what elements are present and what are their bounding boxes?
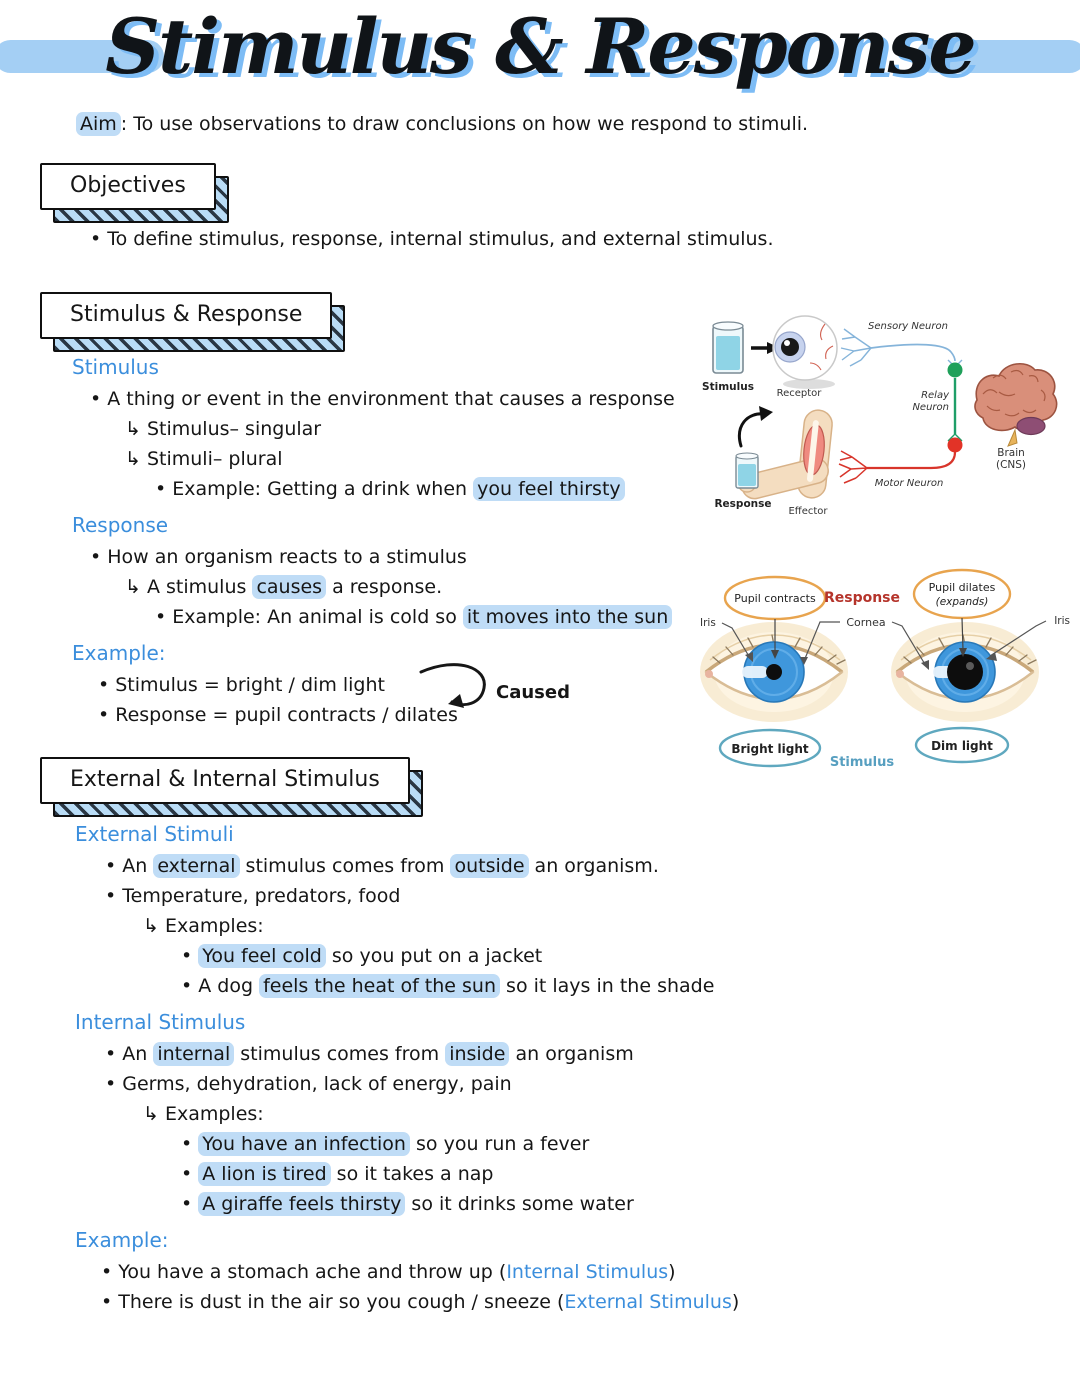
neuron-pathway-diagram <box>693 298 1080 543</box>
right-pupil-large <box>947 654 983 690</box>
internal-examples-label: ↳ Examples: <box>143 1103 264 1125</box>
stimulus-definition: • A thing or event in the environment that causes a response <box>90 388 675 410</box>
cornea-label: Cornea <box>846 616 886 629</box>
pupil-contracts-label: Pupil contracts <box>734 592 816 605</box>
iris-label-right: Iris <box>1054 615 1070 627</box>
objectives-header-box <box>40 163 216 210</box>
objectives-header-label: Objectives <box>40 163 216 210</box>
internal-definition: • An internal stimulus comes from inside an organism <box>105 1043 634 1065</box>
relay-neuron-label-2: Neuron <box>912 402 949 413</box>
caused-label: Caused <box>496 682 570 703</box>
caused-arrow-annotation <box>408 660 578 722</box>
left-pupil-small <box>766 664 782 680</box>
external-examples-label: ↳ Examples: <box>143 915 264 937</box>
relay-synapse-dot <box>948 363 963 378</box>
example-stimulus: • Stimulus = bright / dim light <box>98 674 385 696</box>
pupil-dilates-oval <box>914 570 1010 618</box>
bright-light-label: Bright light <box>731 742 809 756</box>
external-example-1: • You feel cold so you put on a jacket <box>181 945 543 967</box>
response-definition: • How an organism reacts to a stimulus <box>90 546 467 568</box>
internal-example-3: • A giraffe feels thirsty so it drinks some water <box>181 1193 634 1215</box>
receptor-eye-icon <box>773 316 837 389</box>
external-sources: • Temperature, predators, food <box>105 885 401 907</box>
pupil-response-diagram <box>690 560 1080 795</box>
page-title: Stimulus & Response <box>105 2 975 91</box>
pupil-dilates-label-1: Pupil dilates <box>928 581 996 594</box>
stimulus-heading: Stimulus <box>72 355 159 379</box>
stimulus-glass-icon <box>713 322 743 373</box>
stimulus-response-header-label: Stimulus & Response <box>40 292 332 339</box>
brain-label-2: (CNS) <box>995 459 1027 471</box>
stimulus-singular: ↳ Stimulus– singular <box>125 418 322 440</box>
external-internal-header-box <box>40 757 410 804</box>
response-heading: Response <box>72 513 169 537</box>
stimulus-response-content <box>72 356 712 734</box>
motor-dendrites <box>839 451 867 483</box>
external-definition: • An external stimulus comes from outside an organism. <box>105 855 659 877</box>
stimulus-example: • Example: Getting a drink when you feel thirsty <box>155 478 712 501</box>
example-heading: Example: <box>72 641 166 665</box>
example-response: • Response = pupil contracts / dilates <box>98 704 458 726</box>
effector-arm-icon <box>736 409 834 501</box>
external-stimuli-heading: External Stimuli <box>75 822 234 846</box>
external-example-2: • A dog feels the heat of the sun so it lays in the shade <box>181 975 715 997</box>
response-example: • Example: An animal is cold so it moves into the sun <box>155 606 712 629</box>
sensory-dendrites <box>841 329 871 366</box>
sensory-axon <box>871 345 955 361</box>
external-internal-header-label: External & Internal Stimulus <box>40 757 410 804</box>
relay-neuron-label-1: Relay <box>921 390 949 401</box>
right-pupil-glint <box>966 662 974 670</box>
motor-neuron-label: Motor Neuron <box>874 478 944 489</box>
eye-response-label: Response <box>823 590 901 606</box>
objectives-content <box>90 228 774 258</box>
bottom-example-1: • You have a stomach ache and throw up (Internal Stimulus) <box>101 1261 676 1283</box>
bottom-example-heading: Example: <box>75 1228 169 1252</box>
aim-line: Aim : To use observations to draw conclusions on how we respond to stimuli. <box>76 113 808 135</box>
motor-synapse-dot <box>948 438 963 453</box>
neuron-receptor-label: Receptor <box>776 388 822 399</box>
pupil-dilates-label-2: (expands) <box>935 596 989 608</box>
brain-icon <box>975 364 1057 446</box>
internal-sources: • Germs, dehydration, lack of energy, pain <box>105 1073 512 1095</box>
brain-label-1: Brain <box>997 447 1025 459</box>
external-internal-content <box>75 823 1035 1321</box>
internal-example-1: • You have an infection so you run a fever <box>181 1133 590 1155</box>
response-causes: ↳ A stimulus causes a response. <box>125 576 443 598</box>
dim-light-label: Dim light <box>931 739 993 753</box>
neuron-stimulus-label: Stimulus <box>702 381 754 393</box>
neuron-response-label: Response <box>714 498 772 510</box>
iris-label-left: Iris <box>700 617 716 629</box>
bottom-example-2: • There is dust in the air so you cough / sneeze (External Stimulus) <box>101 1291 740 1313</box>
curved-arrow <box>421 665 484 705</box>
arrowhead <box>448 694 464 708</box>
sensory-neuron-label: Sensory Neuron <box>868 321 948 332</box>
response-arrowhead <box>759 406 773 421</box>
objective-bullet: • To define stimulus, response, internal stimulus, and external stimulus. <box>90 228 774 250</box>
internal-example-2: • A lion is tired so it takes a nap <box>181 1163 494 1185</box>
effector-label: Effector <box>788 506 828 517</box>
eye-stimulus-label: Stimulus <box>829 755 895 770</box>
motor-axon <box>867 452 955 468</box>
internal-stimulus-heading: Internal Stimulus <box>75 1010 246 1034</box>
stimulus-response-header-box <box>40 292 332 339</box>
stimulus-plural: ↳ Stimuli– plural <box>125 448 283 470</box>
